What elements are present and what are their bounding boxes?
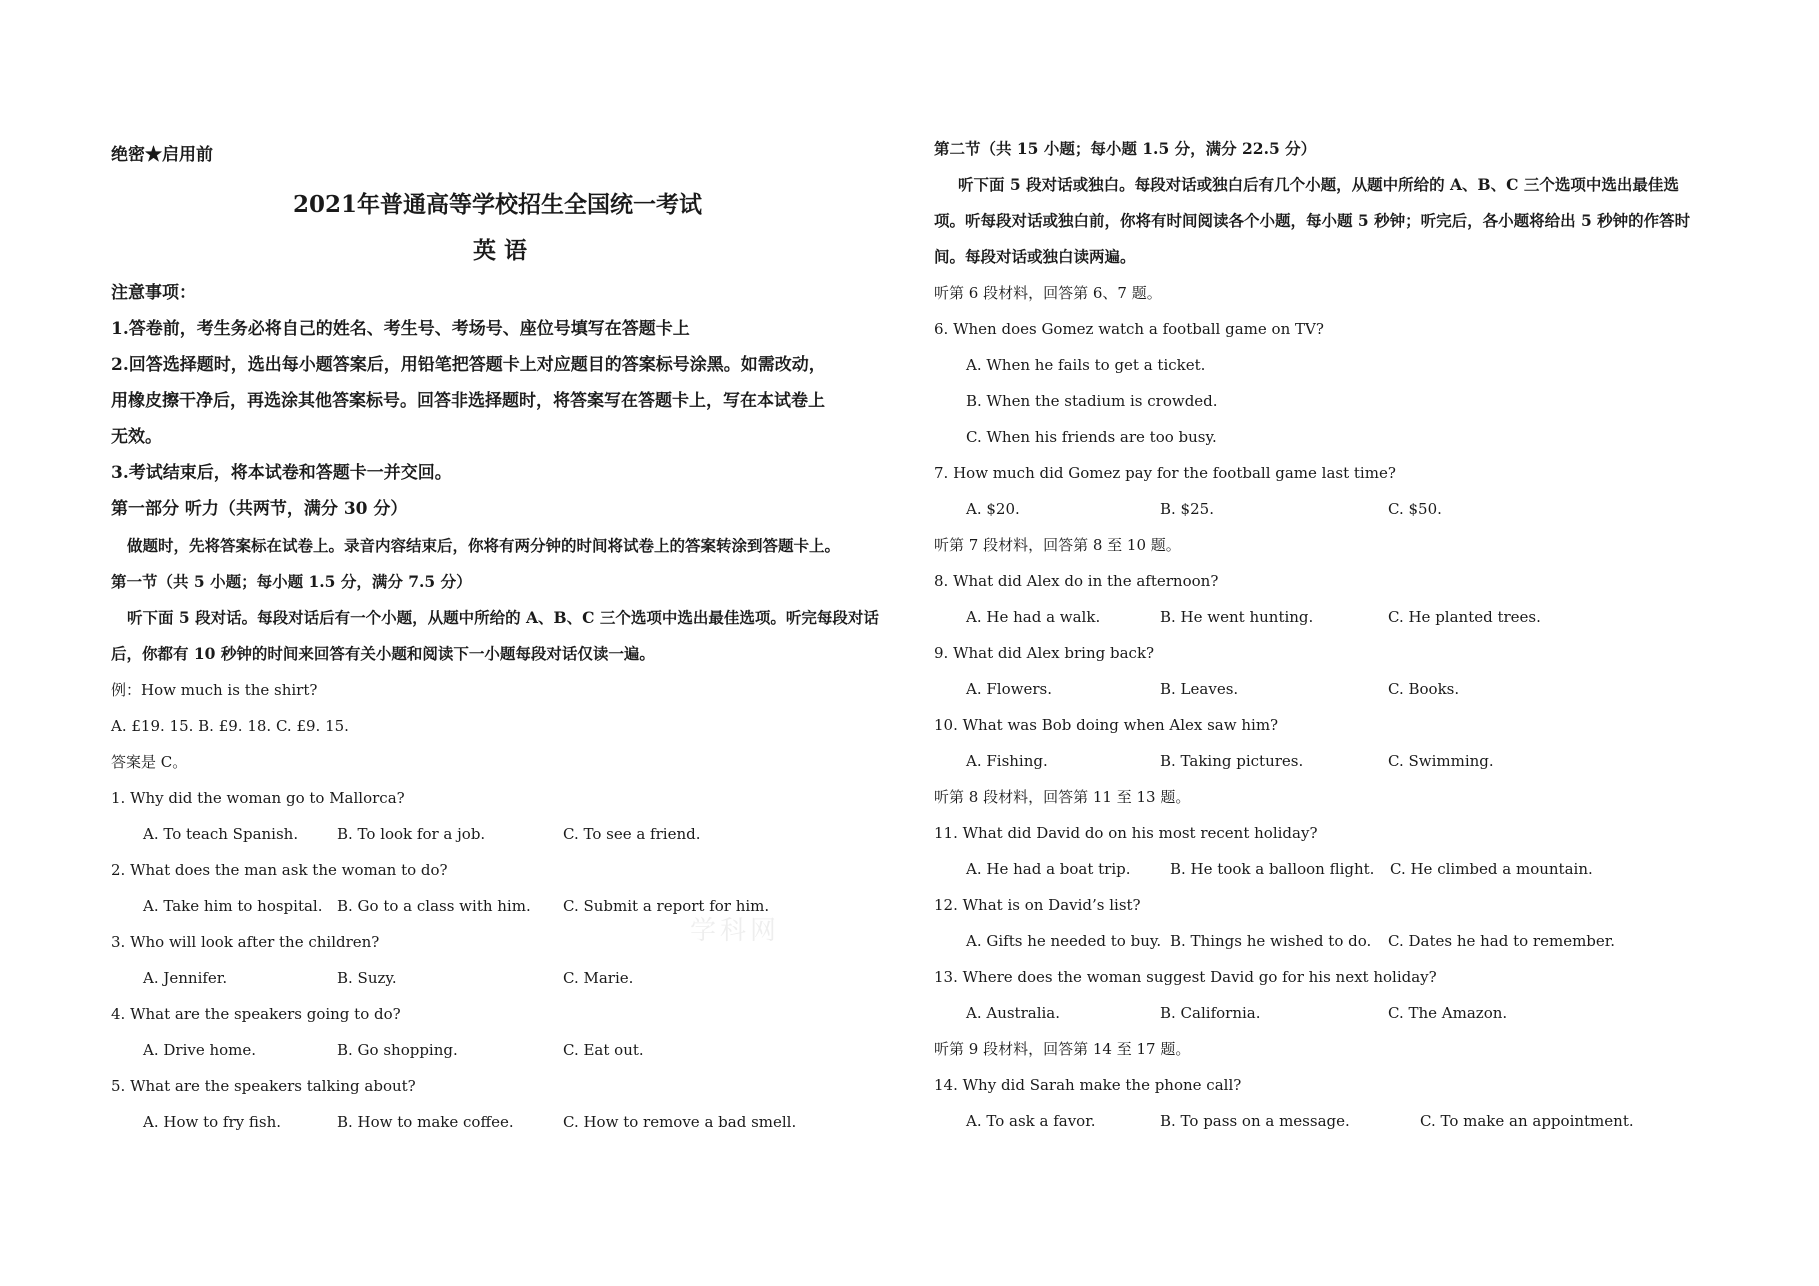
example-options: A. £19. 15. B. £9. 18. C. £9. 15.	[111, 717, 349, 735]
q8-option-a: A. He had a walk.	[966, 608, 1101, 626]
material-8-label: 听第 8 段材料，回答第 11 至 13 题。	[934, 788, 1191, 806]
section1-heading: 第一节（共 5 小题；每小题 1.5 分，满分 7.5 分）	[111, 572, 472, 591]
q3-option-c: C. Marie.	[563, 969, 634, 987]
q2-option-a: A. Take him to hospital.	[143, 897, 323, 915]
note-1: 1.答卷前，考生务必将自己的姓名、考生号、考场号、座位号填写在答题卡上	[111, 319, 690, 339]
q10-option-b: B. Taking pictures.	[1160, 752, 1304, 770]
q5-option-a: A. How to fry fish.	[143, 1113, 282, 1131]
q4-option-b: B. Go shopping.	[337, 1041, 458, 1059]
question-14: 14. Why did Sarah make the phone call?	[934, 1076, 1242, 1094]
q1-option-b: B. To look for a job.	[337, 825, 486, 843]
q6-option-a: A. When he fails to get a ticket.	[966, 356, 1206, 374]
q3-option-a: A. Jennifer.	[143, 969, 228, 987]
section2-heading: 第二节（共 15 小题；每小题 1.5 分，满分 22.5 分）	[934, 139, 1317, 158]
question-3: 3. Who will look after the children?	[111, 933, 380, 951]
question-12: 12. What is on David’s list?	[934, 896, 1141, 914]
q6-option-b: B. When the stadium is crowded.	[966, 392, 1218, 410]
q8-option-c: C. He planted trees.	[1388, 608, 1541, 626]
q13-option-a: A. Australia.	[966, 1004, 1061, 1022]
part1-heading: 第一部分 听力（共两节，满分 30 分）	[111, 499, 408, 519]
q6-option-c: C. When his friends are too busy.	[966, 428, 1217, 446]
question-1: 1. Why did the woman go to Mallorca?	[111, 789, 405, 807]
q9-option-a: A. Flowers.	[966, 680, 1052, 698]
q13-option-b: B. California.	[1160, 1004, 1261, 1022]
question-10: 10. What was Bob doing when Alex saw him?	[934, 716, 1279, 734]
question-6: 6. When does Gomez watch a football game on TV?	[934, 320, 1324, 338]
q1-option-c: C. To see a friend.	[563, 825, 701, 843]
question-4: 4. What are the speakers going to do?	[111, 1005, 401, 1023]
q11-option-a: A. He had a boat trip.	[966, 860, 1131, 878]
question-5: 5. What are the speakers talking about?	[111, 1077, 416, 1095]
q7-option-c: C. $50.	[1388, 500, 1442, 518]
question-7: 7. How much did Gomez pay for the football game last time?	[934, 464, 1396, 482]
material-9-label: 听第 9 段材料，回答第 14 至 17 题。	[934, 1040, 1191, 1058]
q4-option-c: C. Eat out.	[563, 1041, 644, 1059]
q13-option-c: C. The Amazon.	[1388, 1004, 1508, 1022]
question-13: 13. Where does the woman suggest David go for his next holiday?	[934, 968, 1437, 986]
q12-option-b: B. Things he wished to do.	[1170, 932, 1372, 950]
question-11: 11. What did David do on his most recent holiday?	[934, 824, 1318, 842]
example-question: 例：How much is the shirt?	[111, 681, 318, 699]
q12-option-c: C. Dates he had to remember.	[1388, 932, 1616, 950]
q9-option-c: C. Books.	[1388, 680, 1460, 698]
q9-option-b: B. Leaves.	[1160, 680, 1239, 698]
q12-option-a: A. Gifts he needed to buy.	[966, 932, 1162, 950]
section1-instruction-b: 后，你都有 10 秒钟的时间来回答有关小题和阅读下一小题每段对话仅读一遍。	[111, 644, 655, 663]
example-answer: 答案是 C。	[111, 753, 188, 771]
material-6-label: 听第 6 段材料，回答第 6、7 题。	[934, 284, 1162, 302]
q2-option-c: C. Submit a report for him.	[563, 897, 770, 915]
watermark: 学科网	[690, 916, 781, 946]
q10-option-a: A. Fishing.	[966, 752, 1048, 770]
q8-option-b: B. He went hunting.	[1160, 608, 1314, 626]
q2-option-b: B. Go to a class with him.	[337, 897, 531, 915]
q7-option-a: A. $20.	[966, 500, 1020, 518]
section1-instruction-a: 听下面 5 段对话。每段对话后有一个小题，从题中所给的 A、B、C 三个选项中选出最佳选项。听完每段对话	[127, 608, 879, 627]
note-3: 3.考试结束后，将本试卷和答题卡一并交回。	[111, 463, 452, 483]
part1-instruction: 做题时，先将答案标在试卷上。录音内容结束后，你将有两分钟的时间将试卷上的答案转涂到答题卡上。	[127, 536, 841, 555]
q1-option-a: A. To teach Spanish.	[143, 825, 299, 843]
section2-instruction-3: 间。每段对话或独白读两遍。	[934, 247, 1136, 266]
section2-instruction-2: 项。听每段对话或独白前，你将有时间阅读各个小题，每小题 5 秒钟；听完后，各小题将给出 5 秒钟的作答时	[934, 211, 1691, 230]
exam-title: 2021年普通高等学校招生全国统一考试	[293, 191, 703, 218]
question-8: 8. What did Alex do in the afternoon?	[934, 572, 1219, 590]
secret-label: 绝密★启用前	[111, 145, 213, 165]
subject-title: 英 语	[473, 237, 528, 264]
q4-option-a: A. Drive home.	[143, 1041, 257, 1059]
question-2: 2. What does the man ask the woman to do?	[111, 861, 448, 879]
section2-instruction-1: 听下面 5 段对话或独白。每段对话或独白后有几个小题，从题中所给的 A、B、C 三个选项中选出最佳选	[958, 175, 1679, 194]
q14-option-c: C. To make an appointment.	[1420, 1112, 1634, 1130]
material-7-label: 听第 7 段材料，回答第 8 至 10 题。	[934, 536, 1181, 554]
question-9: 9. What did Alex bring back?	[934, 644, 1155, 662]
note-2b: 用橡皮擦干净后，再选涂其他答案标号。回答非选择题时，将答案写在答题卡上，写在本试卷上	[111, 391, 825, 411]
note-2c: 无效。	[111, 427, 162, 447]
q11-option-b: B. He took a balloon flight.	[1170, 860, 1375, 878]
notes-heading: 注意事项：	[111, 283, 196, 303]
q10-option-c: C. Swimming.	[1388, 752, 1494, 770]
q14-option-b: B. To pass on a message.	[1160, 1112, 1350, 1130]
q11-option-c: C. He climbed a mountain.	[1390, 860, 1593, 878]
q3-option-b: B. Suzy.	[337, 969, 397, 987]
q7-option-b: B. $25.	[1160, 500, 1214, 518]
q5-option-b: B. How to make coffee.	[337, 1113, 514, 1131]
note-2a: 2.回答选择题时，选出每小题答案后，用铅笔把答题卡上对应题目的答案标号涂黑。如需改动，	[111, 355, 826, 375]
q5-option-c: C. How to remove a bad smell.	[563, 1113, 797, 1131]
q14-option-a: A. To ask a favor.	[966, 1112, 1096, 1130]
